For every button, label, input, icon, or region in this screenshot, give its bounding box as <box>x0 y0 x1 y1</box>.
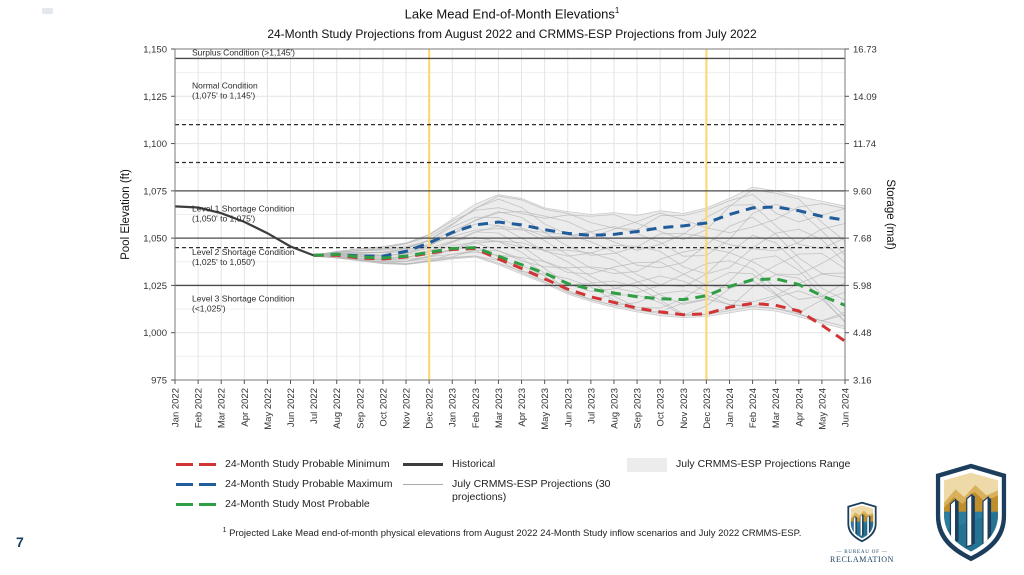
x-tick-label: Jun 2023 <box>563 388 575 428</box>
legend-label: July CRMMS-ESP Projections Range <box>676 458 851 470</box>
legend-item <box>403 458 618 471</box>
legend-label: 24-Month Study Probable Minimum <box>225 458 390 470</box>
legend-item <box>176 498 401 511</box>
x-tick-label: Sep 2022 <box>355 388 367 429</box>
legend-label: July CRMMS-ESP Projections (30 projections) <box>452 478 611 504</box>
y-tick-label-left: 1,075 <box>143 186 167 198</box>
x-tick-label: Dec 2022 <box>424 388 436 429</box>
y-tick-label-right: 7.68 <box>853 233 872 245</box>
x-tick-label: Jun 2022 <box>286 388 298 428</box>
footnote-marker: 1 <box>222 527 227 534</box>
y-tick-label-right: 11.74 <box>853 139 877 151</box>
legend-item <box>176 478 401 491</box>
legend-label: 24-Month Study Most Probable <box>225 498 370 511</box>
thin-line-icon <box>403 484 443 485</box>
x-tick-label: May 2023 <box>540 388 552 430</box>
x-tick-label: Nov 2022 <box>401 388 413 429</box>
x-tick-label: Feb 2024 <box>748 388 760 429</box>
area-swatch-icon <box>627 458 667 472</box>
chart-title-text: Lake Mead End-of-Month Elevations <box>404 6 615 22</box>
reclamation-shield-icon <box>844 501 880 543</box>
x-tick-label: Oct 2023 <box>655 388 667 427</box>
x-tick-label: Jul 2022 <box>309 388 321 424</box>
legend-swatch-dashed-line <box>176 498 216 506</box>
dashed-line-icon <box>176 503 216 506</box>
chart-title-footnote-marker: 1 <box>614 6 620 15</box>
legend-item <box>176 458 401 471</box>
legend-swatch-dashed-line <box>176 458 216 466</box>
solid-line-icon <box>403 463 443 466</box>
condition-label: Level 2 Shortage Condition <box>192 247 295 258</box>
y-tick-label-right: 14.09 <box>853 91 877 103</box>
chart-subtitle: 24-Month Study Projections from August 2022 and CRMMS-ESP Projections from July 2022 <box>267 27 757 42</box>
dashed-line-icon <box>176 483 216 486</box>
x-tick-label: Aug 2023 <box>609 388 621 429</box>
x-tick-label: Feb 2022 <box>193 388 205 429</box>
y-tick-label-left: 1,100 <box>143 139 167 151</box>
x-tick-label: Feb 2023 <box>470 388 482 429</box>
x-tick-label: Jul 2023 <box>586 388 598 424</box>
x-tick-label: May 2024 <box>817 388 829 430</box>
y-tick-label-left: 1,000 <box>143 328 167 340</box>
x-tick-label: Apr 2022 <box>239 388 251 427</box>
legend-swatch-area <box>627 458 667 472</box>
y-tick-label-left: 1,025 <box>143 280 167 292</box>
reclamation-text: RECLAMATION <box>830 555 894 564</box>
y-tick-label-right: 5.98 <box>853 280 872 292</box>
condition-label: Normal Condition <box>192 80 258 91</box>
legend-swatch-dashed-line <box>176 478 216 486</box>
legend-item <box>627 458 857 472</box>
x-tick-label: Jan 2023 <box>447 388 459 428</box>
x-tick-label: Jan 2024 <box>724 388 736 428</box>
condition-labels <box>192 48 295 314</box>
x-tick-label: May 2022 <box>262 388 274 430</box>
legend-item <box>403 478 618 504</box>
y-tick-label-left: 975 <box>151 375 167 387</box>
dashed-line-icon <box>176 463 216 466</box>
condition-label: (<1,025') <box>192 303 226 314</box>
legend-label: Historical <box>452 458 496 470</box>
condition-label: Level 1 Shortage Condition <box>192 203 295 214</box>
page-number: 7 <box>16 534 24 550</box>
legend-column-historical-esp <box>403 458 618 511</box>
bureau-of-reclamation-logo-small <box>828 501 896 564</box>
y-tick-label-left: 1,125 <box>143 91 167 103</box>
x-tick-label: Jun 2024 <box>840 388 852 428</box>
x-tick-label: Nov 2023 <box>678 388 690 429</box>
x-tick-label: Mar 2024 <box>771 388 783 429</box>
legend-label: 24-Month Study Probable Maximum <box>225 478 393 491</box>
x-tick-label: Mar 2023 <box>493 387 505 429</box>
legend-column-range <box>627 458 857 479</box>
x-tick-label: Jan 2022 <box>170 388 182 428</box>
y-axis-title-right: Storage (maf) <box>884 179 896 250</box>
legend-column-studies <box>176 458 401 518</box>
y-tick-label-right: 3.16 <box>853 375 872 387</box>
condition-label: (1,050' to 1,075') <box>192 213 256 224</box>
y-tick-label-right: 4.48 <box>853 328 872 340</box>
condition-label: Level 3 Shortage Condition <box>192 293 295 304</box>
x-tick-label: Apr 2023 <box>517 388 529 427</box>
condition-label: (1,025' to 1,050') <box>192 257 256 268</box>
footnote-text: Projected Lake Mead end-of-month physical elevations from August 2022 24-Month Study inflow scenarios and July 2022 CRMMS-ESP. <box>229 528 802 540</box>
x-tick-label: Apr 2024 <box>794 388 806 427</box>
x-tick-label: Sep 2023 <box>632 388 644 429</box>
x-tick-label: Mar 2022 <box>216 388 228 429</box>
x-tick-label: Oct 2022 <box>378 388 390 427</box>
bureau-of-text: — BUREAU OF — <box>836 550 888 555</box>
legend-swatch-solid-line <box>403 458 443 466</box>
condition-label: (1,075' to 1,145') <box>192 90 256 101</box>
x-tick-label: Aug 2022 <box>332 388 344 429</box>
x-tick-label: Dec 2023 <box>701 388 713 429</box>
condition-label: Surplus Condition (>1,145') <box>192 47 295 58</box>
bureau-of-reclamation-logo-large <box>928 462 1014 568</box>
y-axis-title-left: Pool Elevation (ft) <box>120 169 132 260</box>
y-tick-label-right: 9.60 <box>853 186 872 198</box>
reclamation-shield-icon-large <box>928 462 1014 563</box>
y-tick-label-left: 1,050 <box>143 233 167 245</box>
legend-swatch-thin-line <box>403 478 443 485</box>
y-tick-label-right: 16.73 <box>853 44 877 56</box>
y-tick-label-left: 1,150 <box>143 44 167 56</box>
